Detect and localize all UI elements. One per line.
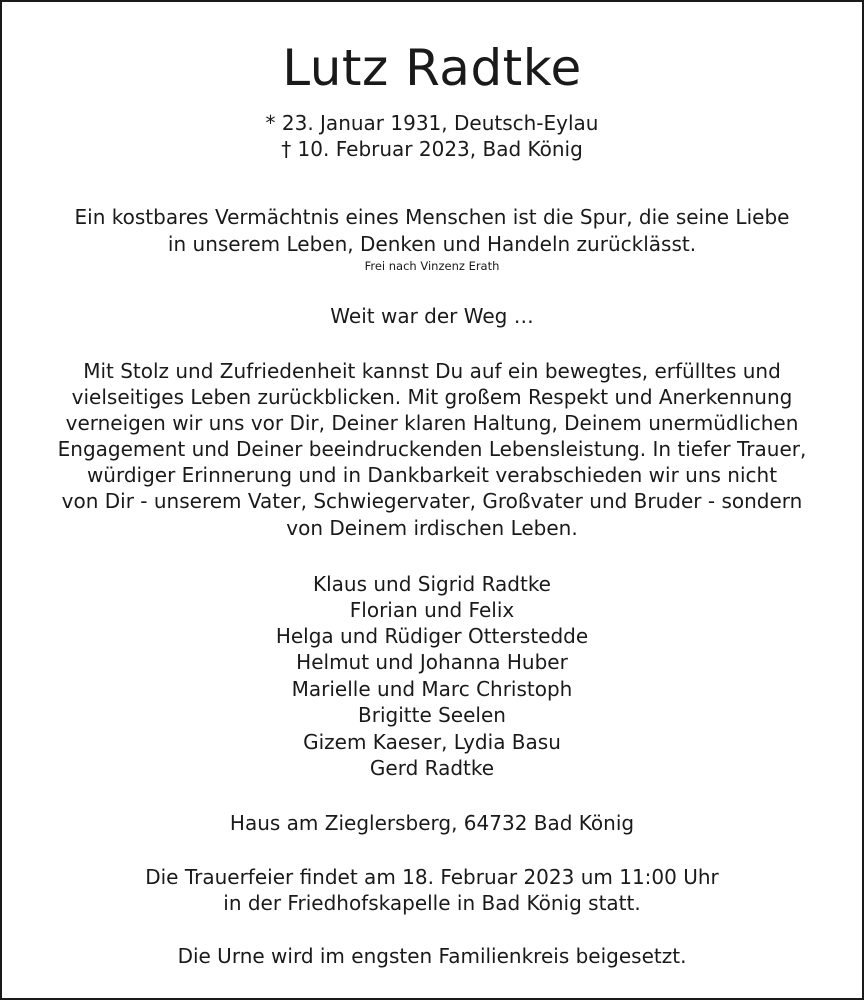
tribute-line: von Dir - unserem Vater, Schwiegervater, Großvater und Bruder - sondern [61,489,803,513]
mourner-name: Florian und Felix [349,598,515,622]
tribute-line: Engagement und Deiner beeindruckenden Lebensleistung. In tiefer Trauer, [57,437,807,461]
quote-line: Ein kostbares Vermächtnis eines Menschen ist die Spur, die seine Liebe [74,205,790,229]
quote-line: in unserem Leben, Denken und Handeln zurücklässt. [167,232,697,256]
mourner-name: Klaus und Sigrid Radtke [313,572,551,596]
quote-credit: Frei nach Vinzenz Erath [364,259,500,273]
address: Haus am Zieglersberg, 64732 Bad König [229,811,635,835]
tribute-line: vielseitiges Leben zurückblicken. Mit großem Respekt und Anerkennung [71,385,793,409]
tribute-line: würdiger Erinnerung und in Dankbarkeit verabschieden wir uns nicht [86,463,778,487]
mourner-name: Brigitte Seelen [358,703,506,727]
mourner-name: Gerd Radtke [369,756,495,780]
mourner-name: Marielle und Marc Christoph [291,677,573,701]
mourner-name: Helga und Rüdiger Otterstedde [275,624,589,648]
birth-date: * 23. Januar 1931, Deutsch-Eylau [265,111,599,135]
ceremony-line: in der Friedhofskapelle in Bad König statt. [223,891,641,915]
tribute-line: von Deinem irdischen Leben. [286,516,578,540]
intro-line: Weit war der Weg … [330,304,534,328]
mourner-name: Gizem Kaeser, Lydia Basu [303,730,561,754]
death-date: † 10. Februar 2023, Bad König [281,137,583,161]
burial-note: Die Urne wird im engsten Familienkreis beigesetzt. [177,944,687,968]
deceased-name: Lutz Radtke [282,39,582,97]
tribute-line: Mit Stolz und Zufriedenheit kannst Du auf ein bewegtes, erfülltes und [83,359,781,383]
ceremony-line: Die Trauerfeier findet am 18. Februar 2023 um 11:00 Uhr [145,865,719,889]
tribute-line: verneigen wir uns vor Dir, Deiner klaren Haltung, Deinem unermüdlichen [65,411,799,435]
mourner-name: Helmut und Johanna Huber [296,650,568,674]
